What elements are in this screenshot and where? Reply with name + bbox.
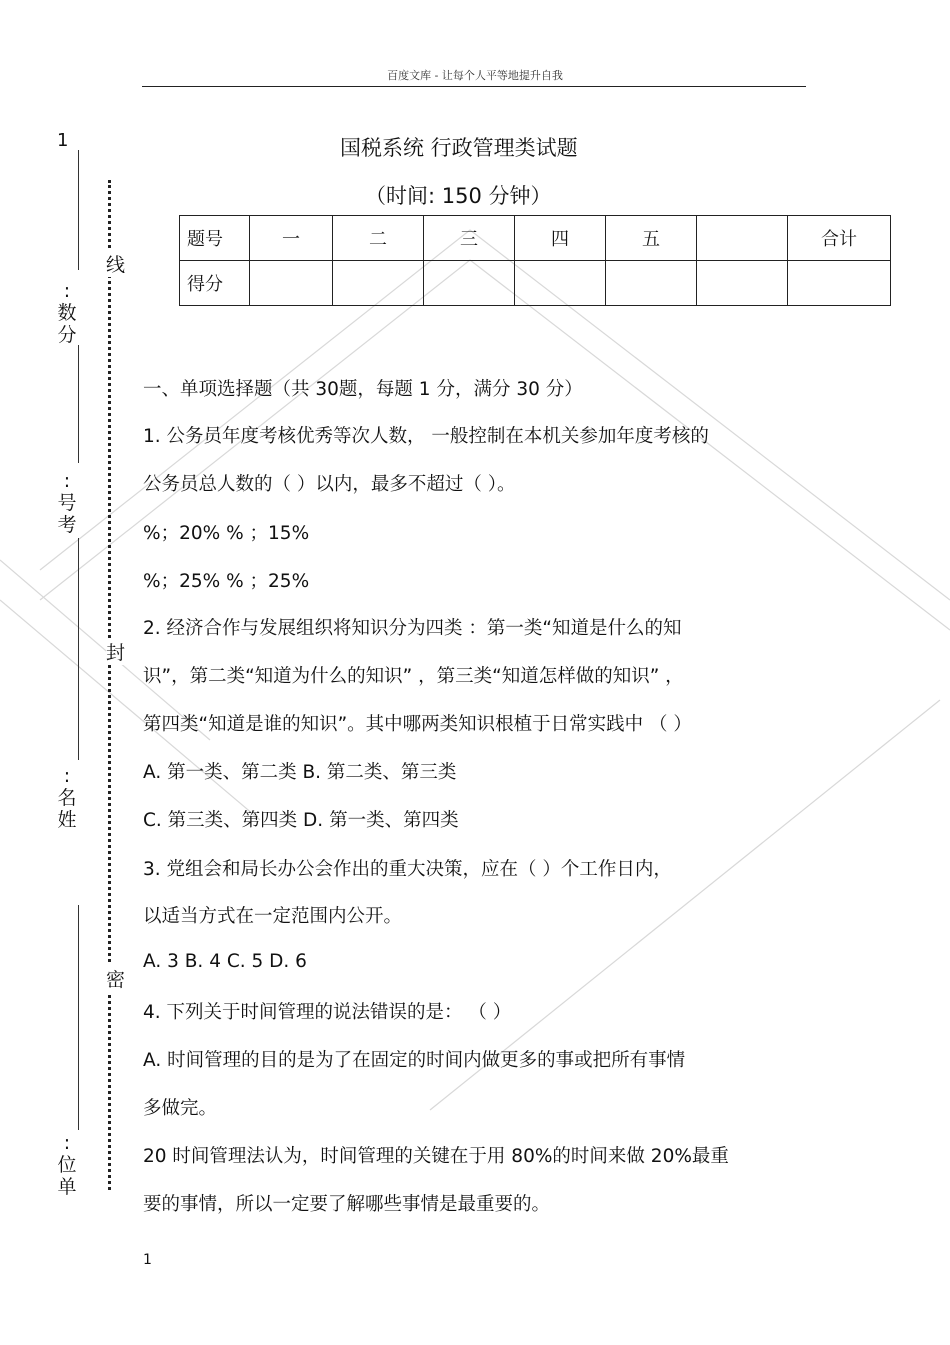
- table-row: [180, 261, 891, 306]
- section-heading: 一、单项选择题（共 30题，每题 1 分，满分 30 分）: [143, 379, 583, 400]
- exam-duration: （时间: 150 分钟）: [365, 184, 552, 208]
- score-input-cell: [515, 261, 606, 306]
- unit-label: :位单: [57, 1132, 77, 1198]
- page-header: 百度文库 - 让每个人平等地提升自我: [387, 69, 563, 82]
- score-input-cell: [250, 261, 333, 306]
- seal-dotted-line: [108, 180, 111, 1190]
- table-row: [180, 216, 891, 261]
- score-input-cell: [424, 261, 515, 306]
- name-label: :名姓: [57, 765, 77, 831]
- answer-options: A. 时间管理的目的是为了在固定的时间内做更多的事或把所有事情: [143, 1050, 686, 1071]
- score-input-cell: [788, 261, 891, 306]
- seal-word-secret: 密: [106, 965, 125, 992]
- header-rule: [142, 86, 806, 87]
- answer-options: 要的事情，所以一定要了解哪些事情是最重要的。: [143, 1194, 551, 1215]
- question-text: 1. 公务员年度考核优秀等次人数， 一般控制在本机关参加年度考核的: [143, 426, 709, 447]
- answer-options: A. 3 B. 4 C. 5 D. 6: [143, 951, 307, 972]
- table-cell: 题号: [180, 216, 250, 261]
- question-text: 3. 党组会和局长办公会作出的重大决策，应在（ ）个工作日内，: [143, 859, 672, 880]
- answer-options: 20 时间管理法认为，时间管理的关键在于用 80%的时间来做 20%最重: [143, 1146, 729, 1167]
- exam-title: 国税系统 行政管理类试题: [340, 136, 578, 160]
- binding-top-marker: 1: [57, 130, 69, 151]
- score-table: [179, 215, 891, 306]
- score-label: :数分: [57, 280, 77, 346]
- answer-options: C. 第三类、第四类 D. 第一类、第四类: [143, 810, 459, 831]
- binding-line: [78, 150, 79, 270]
- exam-number-label: :号考: [57, 470, 77, 536]
- binding-line: [78, 538, 79, 760]
- seal-word-line: 线: [106, 250, 125, 277]
- question-text: 4. 下列关于时间管理的说法错误的是： （ ）: [143, 1002, 512, 1023]
- score-input-cell: [606, 261, 697, 306]
- question-text: 2. 经济合作与发展组织将知识分为四类 ：第一类“知道是什么的知: [143, 618, 682, 639]
- table-cell: 二: [333, 216, 424, 261]
- score-input-cell: [697, 261, 788, 306]
- binding-line: [78, 345, 79, 463]
- table-cell: 四: [515, 216, 606, 261]
- score-input-cell: [333, 261, 424, 306]
- answer-options: %；25% % ；25%: [143, 571, 310, 592]
- answer-options: 多做完。: [143, 1098, 218, 1119]
- seal-word-seal: 封: [106, 638, 125, 665]
- question-text: 识”，第二类“知道为什么的知识” ，第三类“知道怎样做的知识” ，: [143, 666, 684, 687]
- question-text: 公务员总人数的（ ）以内，最多不超过（ ）。: [143, 474, 516, 495]
- table-cell: [697, 216, 788, 261]
- table-cell: 一: [250, 216, 333, 261]
- table-cell: 三: [424, 216, 515, 261]
- question-text: 以适当方式在一定范围内公开。: [143, 906, 403, 927]
- table-cell: 五: [606, 216, 697, 261]
- table-cell: 合计: [788, 216, 891, 261]
- page-number: 1: [143, 1252, 152, 1268]
- answer-options: %；20% % ；15%: [143, 523, 310, 544]
- answer-options: A. 第一类、第二类 B. 第二类、第三类: [143, 762, 457, 783]
- question-text: 第四类“知道是谁的知识”。其中哪两类知识根植于日常实践中 （ ）: [143, 714, 692, 735]
- binding-line: [78, 905, 79, 1130]
- table-cell: 得分: [180, 261, 250, 306]
